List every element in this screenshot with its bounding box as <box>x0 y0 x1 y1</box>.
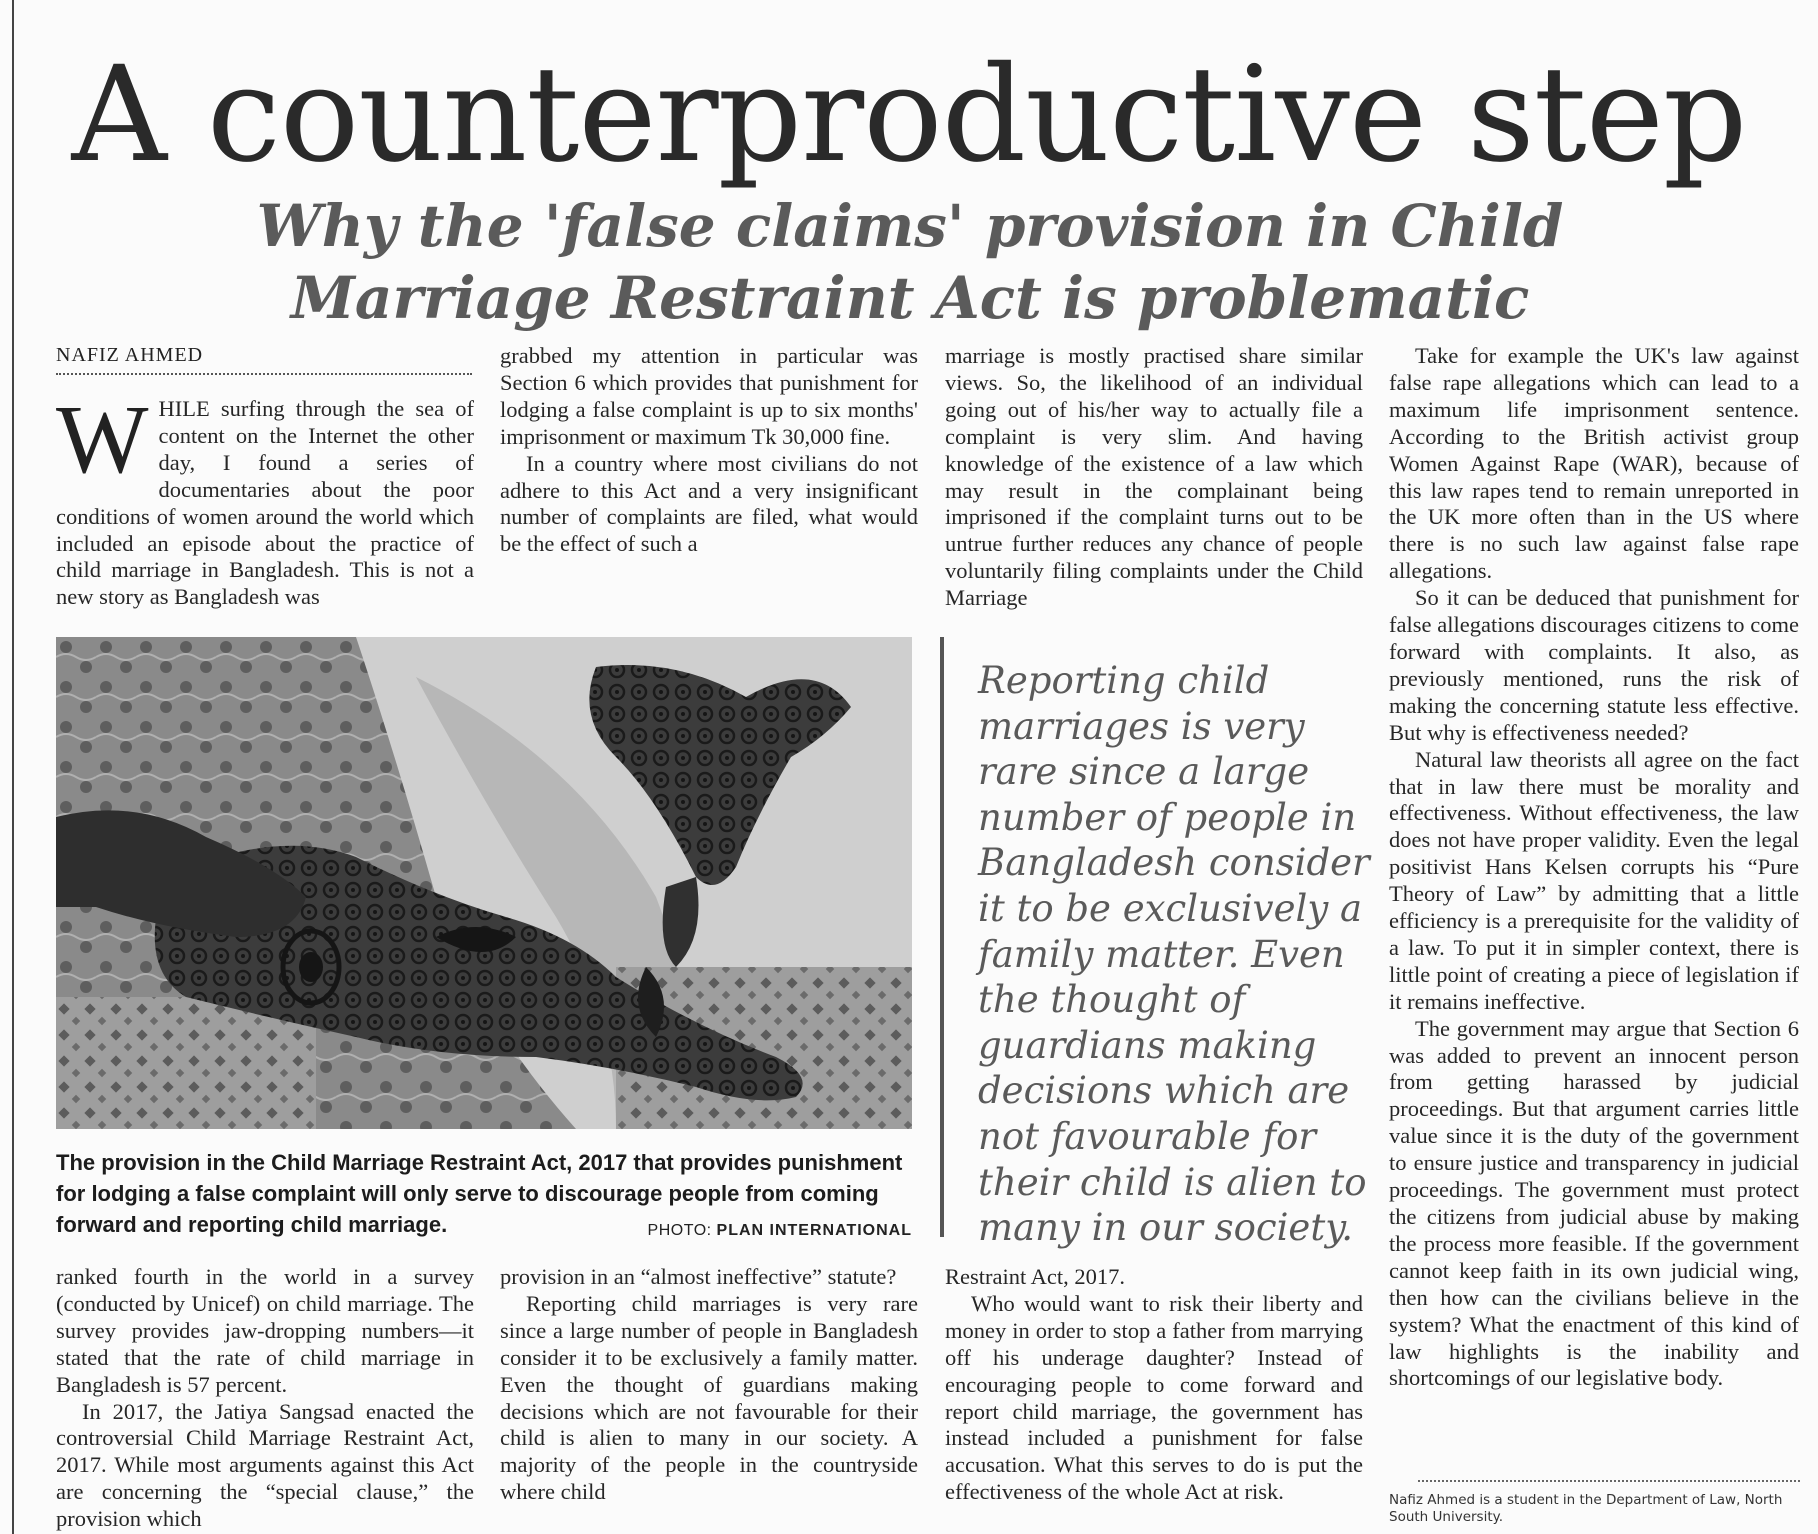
henna-hands-photo <box>56 637 912 1129</box>
photo-credit-source: PLAN INTERNATIONAL <box>716 1222 912 1239</box>
column-4 <box>1389 343 1799 1392</box>
column-2-top <box>500 343 918 558</box>
column-1-bottom <box>56 1264 474 1533</box>
paragraph: provision in an “almost ineffective” statute? <box>500 1264 897 1289</box>
page-edge-rule <box>12 0 14 1534</box>
pullquote: Reporting child marriages is very rare since a large number of people in Bangladesh consider it to be exclusively a family matter. Even the thought of guardians making decisions which are not favourable for their child is alien to many in our society. <box>978 659 1370 1250</box>
author-bio: Nafiz Ahmed is a student in the Department of Law, North South University. <box>1389 1492 1783 1525</box>
headline: A counterproductive step <box>71 38 1747 192</box>
paragraph: ranked fourth in the world in a survey (conducted by Unicef) on child marriage. The survey provides jaw-dropping numbers—it stated that the rate of child marriage in Bangladesh is 57 percent. <box>56 1264 474 1397</box>
paragraph: The government may argue that Section 6 was added to prevent an innocent person from getting harassed by judicial proceedings. But that argument carries little value since it is the duty of the government to ensure justice and transparency in judicial proceedings. The government must protect the citizens from judicial abuse by making the process more feasible. If the government cannot keep faith in its own judicial wing, then how can the civilians believe in the system? What the enactment of this kind of law highlights is the inability and shortcomings of our legislative body. <box>1389 1015 1799 1391</box>
paragraph: In 2017, the Jatiya Sangsad enacted the controversial Child Marriage Restraint Act, 2017. While most arguments against this Act are concerning the “special clause,” the provision which <box>56 1398 474 1532</box>
paragraph: WHILE surfing through the sea of content on the Internet the other day, I found a series of documentaries about the poor conditions of women around the world which included an episode about the practice of child marriage in Bangladesh. This is not a new story as Bangladesh was <box>56 386 474 610</box>
column-1-top <box>56 386 474 611</box>
byline: NAFIZ AHMED <box>56 344 472 375</box>
paragraph: Reporting child marriages is very rare since a large number of people in Bangladesh consider it to be exclusively a family matter. Even the thought of guardians making decisions which are not favourable for their child is alien to many in our society. A majority of the people in the countryside where child <box>500 1290 918 1505</box>
column-3-top <box>945 343 1363 612</box>
paragraph: In a country where most civilians do not adhere to this Act and a very insignificant number of complaints are filed, what would be the effect of such a <box>500 450 918 557</box>
pullquote-rule <box>940 637 944 1237</box>
paragraph: Take for example the UK's law against false rape allegations which can lead to a maximum life imprisonment sentence. According to the British activist group Women Against Rape (WAR), because of this law rapes tend to remain unreported in the UK more often than in the US where there is no such law against false rape allegations. <box>1389 343 1799 584</box>
paragraph: grabbed my attention in particular was Section 6 which provides that punishment for lodging a false complaint is up to six months' imprisonment or maximum Tk 30,000 fine. <box>500 343 918 449</box>
column-2-bottom <box>500 1264 918 1506</box>
subheadline: Why the 'false claims' provision in Child Marriage Restraint Act is problematic <box>256 192 1564 332</box>
paragraph: Restraint Act, 2017. <box>945 1264 1125 1289</box>
article-photo <box>56 637 912 1129</box>
column-3-bottom <box>945 1264 1363 1506</box>
photo-credit-label: PHOTO: <box>647 1222 712 1239</box>
photo-caption: The provision in the Child Marriage Restraint Act, 2017 that provides punishment for lodging a false complaint will only serve to discourage people from coming forward and reporting child marriage. <box>56 1150 903 1237</box>
paragraph: So it can be deduced that punishment for false allegations discourages citizens to come forward with complaints. It also, as previously mentioned, runs the risk of making the concerning statute less effective. But why is effectiveness needed? <box>1389 585 1799 745</box>
bio-divider <box>1418 1480 1800 1482</box>
paragraph: marriage is mostly practised share similar views. So, the likelihood of an individual going out of his/her way to actually file a complaint is very slim. And having knowledge of the existence of a law which may result in the complainant being imprisoned if the complaint turns out to be untrue further reduces any chance of people voluntarily filing complaints under the Child Marriage <box>945 343 1363 611</box>
photo-credit <box>600 1222 912 1240</box>
drop-cap: W <box>56 386 149 494</box>
paragraph: Who would want to risk their liberty and money in order to stop a father from marrying off his underage daughter? Instead of encouraging people to come forward and report child marriage, the government has instead included a punishment for false accusation. What this serves to do is put the effectiveness of the whole Act at risk. <box>945 1290 1363 1505</box>
paragraph: Natural law theorists all agree on the fact that in law there must be morality and effectiveness. Without effectiveness, the law does not have proper validity. Even the legal positivist Hans Kelsen corrupts his “Pure Theory of Law” by admitting that a little efficiency is a prerequisite for the validity of a law. To put it in simpler context, there is little point of creating a piece of legislation if it remains ineffective. <box>1389 746 1799 1014</box>
